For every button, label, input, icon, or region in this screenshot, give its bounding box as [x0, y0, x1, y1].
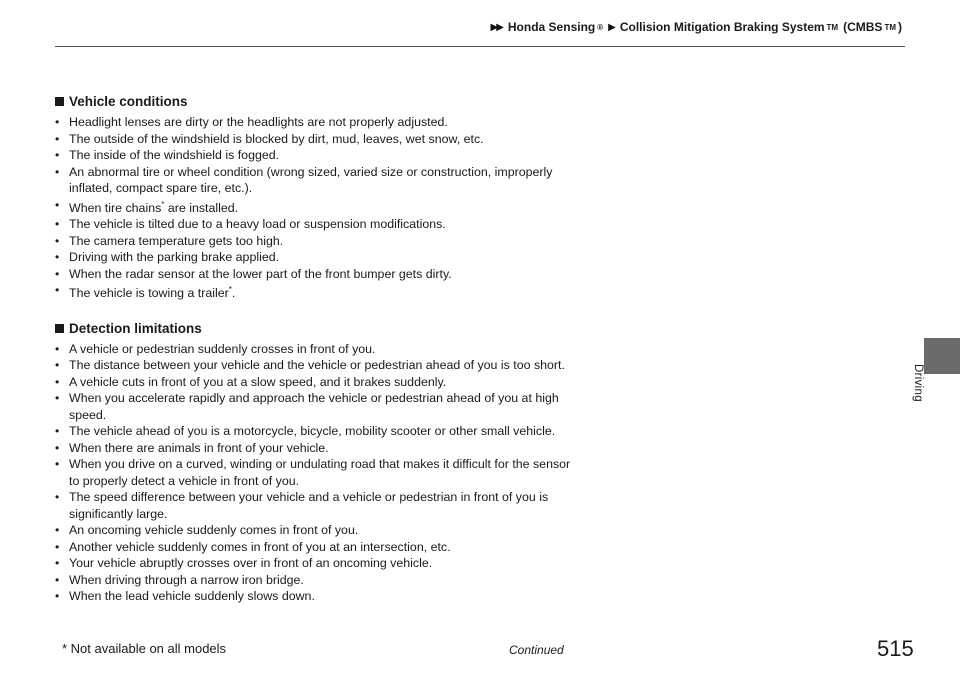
list-item: • The vehicle ahead of you is a motorcycle, bicycle, mobility scooter or other small vehicle.	[55, 423, 575, 440]
breadcrumb-cmbs: Collision Mitigation Braking System	[619, 20, 825, 34]
list-item: • When tire chains* are installed.	[55, 197, 575, 217]
section-title	[55, 321, 575, 336]
list-item: • An abnormal tire or wheel condition (wrong sized, varied size or construction, improperly inflated, compact spare tire, etc.).	[55, 164, 575, 197]
list-item: • Another vehicle suddenly comes in front of you at an intersection, etc.	[55, 539, 575, 556]
list-item: • The camera temperature gets too high.	[55, 233, 575, 250]
trademark-mark-2: TM	[884, 22, 896, 32]
section-title-text: Detection limitations	[69, 320, 202, 336]
list-item: • When driving through a narrow iron bridge.	[55, 572, 575, 589]
list-item: • When you accelerate rapidly and approach the vehicle or pedestrian ahead of you at high speed.	[55, 390, 575, 423]
breadcrumb-cmbs-abbr: (CMBS	[843, 20, 883, 34]
section-title-text: Vehicle conditions	[69, 94, 188, 109]
arrow-icon: ▶	[608, 21, 614, 33]
breadcrumb	[491, 20, 903, 34]
list-item: • The vehicle is towing a trailer*.	[55, 282, 575, 302]
side-tab-label: Driving	[912, 364, 924, 402]
list-item: • Driving with the parking brake applied.	[55, 249, 575, 266]
double-arrow-icon: ▶▶	[490, 21, 502, 33]
list-item: • The outside of the windshield is blocked by dirt, mud, leaves, wet snow, etc.	[55, 131, 575, 148]
main-content	[55, 94, 575, 624]
square-bullet-icon	[55, 324, 64, 333]
list-item: • An oncoming vehicle suddenly comes in front of you.	[55, 522, 575, 539]
registered-mark: ®	[597, 22, 604, 32]
page-number: 515	[877, 636, 914, 661]
list-item: • Your vehicle abruptly crosses over in front of an oncoming vehicle.	[55, 555, 575, 572]
list-item: • When there are animals in front of your vehicle.	[55, 440, 575, 457]
section-detection-limitations	[55, 321, 575, 605]
list-item: • The speed difference between your vehicle and a vehicle or pedestrian in front of you is significantly large.	[55, 489, 575, 522]
page-header	[0, 18, 960, 40]
list-item: • The vehicle is tilted due to a heavy load or suspension modifications.	[55, 216, 575, 233]
breadcrumb-close-paren: )	[898, 20, 902, 34]
list-item: • The inside of the windshield is fogged.	[55, 147, 575, 164]
square-bullet-icon	[55, 97, 64, 106]
section-title	[55, 94, 575, 109]
continued-label: Continued	[509, 643, 564, 657]
bullet-list	[55, 341, 575, 605]
bullet-list	[55, 114, 575, 302]
list-item: • Headlight lenses are dirty or the headlights are not properly adjusted.	[55, 114, 575, 131]
section-vehicle-conditions	[55, 94, 575, 302]
breadcrumb-honda-sensing: Honda Sensing	[507, 20, 596, 34]
list-item: • A vehicle or pedestrian suddenly crosses in front of you.	[55, 341, 575, 358]
list-item: • The distance between your vehicle and the vehicle or pedestrian ahead of you is too short.	[55, 357, 575, 374]
header-rule	[55, 46, 905, 47]
list-item: • A vehicle cuts in front of you at a slow speed, and it brakes suddenly.	[55, 374, 575, 391]
list-item: • When the radar sensor at the lower part of the front bumper gets dirty.	[55, 266, 575, 283]
list-item: • When you drive on a curved, winding or undulating road that makes it difficult for the sensor to properly detect a vehicle in front of you.	[55, 456, 575, 489]
side-tab	[924, 338, 960, 374]
list-item: • When the lead vehicle suddenly slows down.	[55, 588, 575, 605]
trademark-mark: TM	[826, 22, 839, 32]
footnote: * Not available on all models	[62, 641, 227, 656]
